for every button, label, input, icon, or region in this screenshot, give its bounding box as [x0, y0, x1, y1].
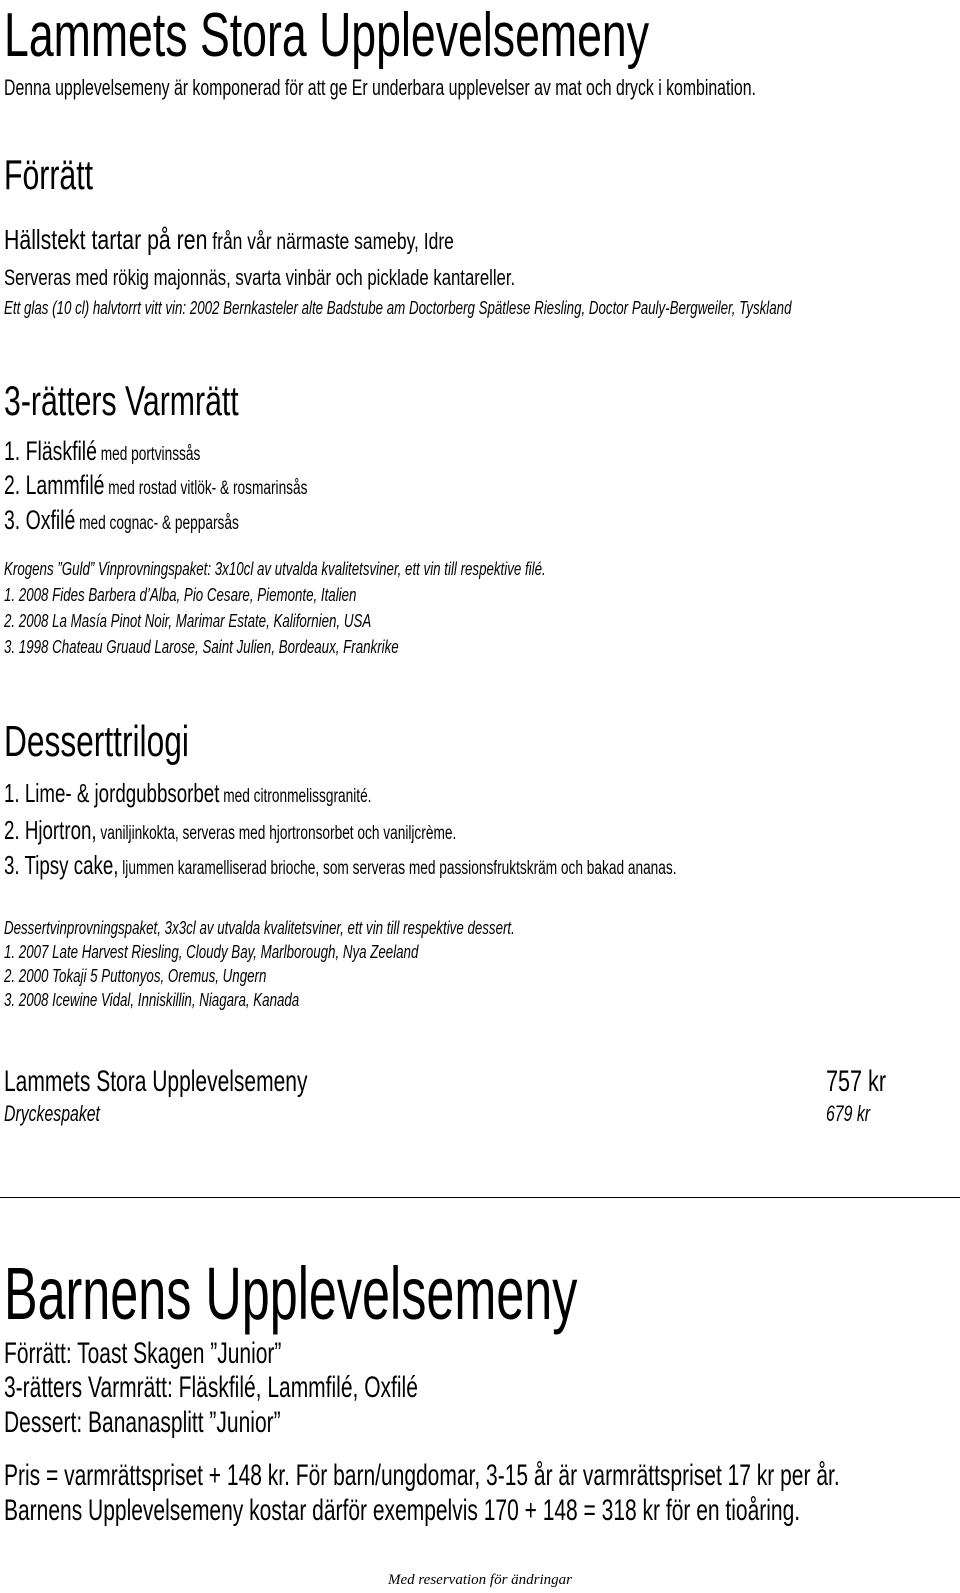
- main-item-desc: med rostad vitlök- & rosmarinsås: [104, 478, 308, 499]
- menu-intro: Denna upplevelsemeny är komponerad för att ge Er underbara upplevelser av mat och dryck i kombination.: [4, 75, 756, 100]
- main-wine-item: 3. 1998 Chateau Gruaud Larose, Saint Julien, Bordeaux, Frankrike: [4, 637, 399, 657]
- kids-course: 3-rätters Varmrätt: Fläskfilé, Lammfilé, Oxfilé: [4, 1371, 418, 1404]
- dessert-item-name: Lime- & jordgubbsorbet: [24, 778, 220, 808]
- starter-heading: Förrätt: [4, 151, 94, 198]
- kids-course: Förrätt: Toast Skagen ”Junior”: [4, 1337, 282, 1370]
- main-item: 2. Lammfilé med rostad vitlök- & rosmarinsås: [4, 470, 308, 500]
- dessert-item: 2. Hjortron, vaniljinkokta, serveras med hjortronsorbet och vaniljcrème.: [4, 815, 457, 845]
- dessert-item: 3. Tipsy cake, ljummen karamelliserad brioche, som serveras med passionsfruktskräm och bakad ananas.: [4, 850, 677, 880]
- starter-dish-origin: från vår närmaste sameby, Idre: [207, 228, 454, 254]
- drinks-price: 679 kr: [826, 1101, 871, 1126]
- dessert-item-name: Tipsy cake,: [24, 850, 119, 880]
- kids-price-line: Pris = varmrättspriset + 148 kr. För barn/ungdomar, 3-15 år är varmrättspriset 17 kr per år.: [4, 1459, 840, 1492]
- starter-wine: Ett glas (10 cl) halvtorrt vitt vin: 2002 Bernkasteler alte Badstube am Doctorberg Spätlese Riesling, Doctor Pauly-Bergweiler, Tyskland: [4, 298, 792, 318]
- section-divider: [0, 1197, 960, 1198]
- menu-price: 757 kr: [826, 1065, 887, 1098]
- starter-dish: [4, 222, 596, 259]
- dessert-item: 1. Lime- & jordgubbsorbet med citronmelissgranité.: [4, 778, 372, 808]
- dessert-wine-item: 3. 2008 Icewine Vidal, Inniskillin, Niagara, Kanada: [4, 990, 300, 1010]
- main-item: 1. Fläskfilé med portvinssås: [4, 436, 201, 466]
- main-item-name: Oxfilé: [25, 505, 76, 535]
- main-item-name: Lammfilé: [25, 470, 105, 500]
- main-item-name: Fläskfilé: [25, 436, 97, 466]
- main-item-desc: med portvinssås: [96, 444, 201, 465]
- kids-title: Barnens Upplevelsemeny: [4, 1252, 578, 1335]
- main-wine-item: 2. 2008 La Masía Pinot Noir, Marimar Estate, Kalifornien, USA: [4, 611, 372, 631]
- dessert-wine-item: 2. 2000 Tokaji 5 Puttonyos, Oremus, Ungern: [4, 966, 267, 986]
- dessert-item-desc: med citronmelissgranité.: [219, 786, 372, 807]
- starter-description: Serveras med rökig majonnäs, svarta vinbär och picklade kantareller.: [4, 265, 516, 290]
- main-wine-item: 1. 2008 Fides Barbera d’Alba, Pio Cesare, Piemonte, Italien: [4, 585, 357, 605]
- main-item: 3. Oxfilé med cognac- & pepparsås: [4, 505, 239, 535]
- footer-note: Med reservation för ändringar: [387, 1572, 572, 1588]
- kids-price-line: Barnens Upplevelsemeny kostar därför exempelvis 170 + 148 = 318 kr för en tioåring.: [4, 1494, 801, 1527]
- main-item-desc: med cognac- & pepparsås: [75, 513, 239, 534]
- dessert-item-desc: vaniljinkokta, serveras med hjortronsorbet och vaniljcrème.: [96, 823, 457, 844]
- dessert-item-name: Hjortron,: [24, 815, 97, 845]
- dessert-wine-intro: Dessertvinprovningspaket, 3x3cl av utvalda kvalitetsviner, ett vin till respektive dessert.: [4, 918, 515, 938]
- dessert-heading: Desserttrilogi: [4, 717, 189, 766]
- kids-course: Dessert: Bananasplitt ”Junior”: [4, 1406, 281, 1439]
- menu-title: Lammets Stora Upplevelsemeny: [4, 1, 650, 70]
- main-heading: 3-rätters Varmrätt: [4, 377, 239, 424]
- main-wine-intro: Krogens ”Guld” Vinprovningspaket: 3x10cl av utvalda kvalitetsviner, ett vin till respektive filé.: [4, 559, 546, 579]
- dessert-item-desc: ljummen karamelliserad brioche, som serveras med passionsfruktskräm och bakad ananas.: [118, 858, 677, 879]
- menu-price-label: Lammets Stora Upplevelsemeny: [4, 1065, 308, 1098]
- starter-dish-name: Hällstekt tartar på ren: [4, 224, 208, 255]
- drinks-price-label: Dryckespaket: [4, 1101, 100, 1126]
- dessert-wine-item: 1. 2007 Late Harvest Riesling, Cloudy Bay, Marlborough, Nya Zeeland: [4, 942, 419, 962]
